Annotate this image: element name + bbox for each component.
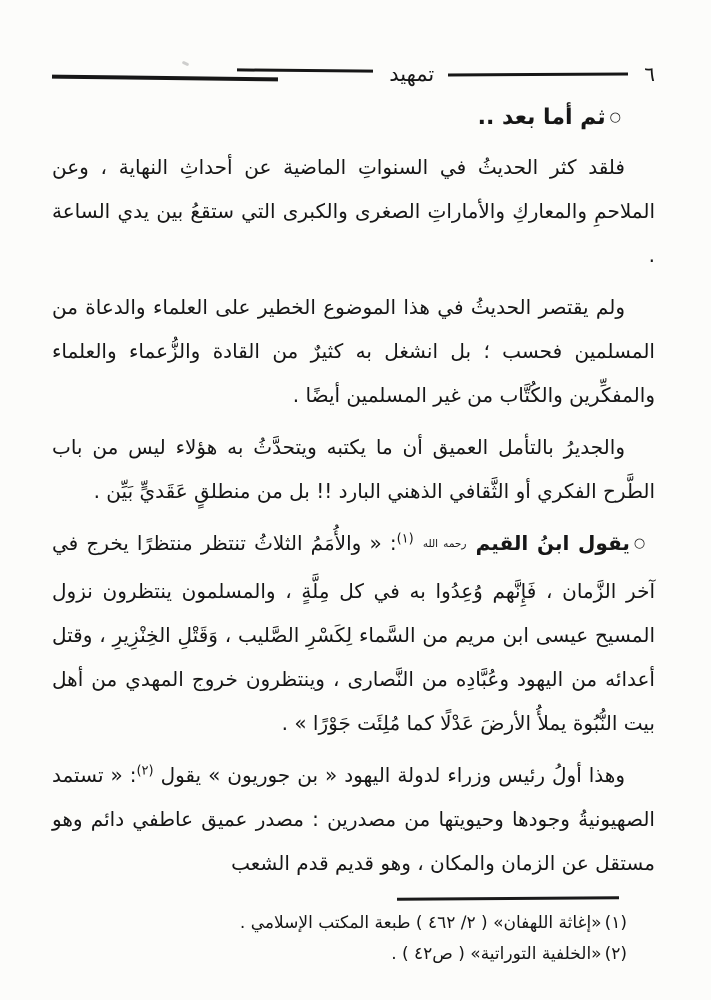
page-header [52, 58, 655, 90]
quote-text: : « والأُمَمُ الثلاثُ تنتظر منتظرًا يخرج في آخر الزَّمان ، فَإِنَّهم وُعِدُوا به في كل مِلَّةٍ ، والمسلمون ينتظرون نزول المسيح عيسى ابن مريم من السَّماء لِكَسْرِ الصَّليب ، وَقَتْلِ الخِنْزِيرِ ، وقتل أعدائه من اليهود وعُبَّادِه من النَّصارى ، وينتظرون خروج المهدي من أهل بيت النُّبُوة يملأُ الأرضَ عَدْلًا كما مُلِئَت جَوْرًا » . [52, 531, 655, 735]
header-rule-left-stroke-upper [237, 68, 373, 72]
footnote-ref-2: (٢) [136, 763, 154, 779]
section-heading-text: ثم أما بعد .. [477, 105, 606, 130]
header-rule-right [448, 72, 628, 76]
ibn-alqayyim-quote-paragraph [52, 521, 655, 745]
paragraph-not-limited-to-muslims: ولم يقتصر الحديثُ في هذا الموضوع الخطير على العلماء والدعاة من المسلمين فحسب ؛ بل انشغل به كثيرٌ من القادة والزُّعماء والعلماء والمفكِّرين والكُتَّاب من غير المسلمين أيضًا . [52, 295, 655, 407]
paragraph-doctrinal-motive: والجديرُ بالتأمل العميق أن ما يكتبه ويتحدَّثُ به هؤلاء ليس من باب الطَّرح الفكري أو الثَّقافي الذهني البارد !! بل من منطلقٍ عَقَديٍّ بَيِّن . [52, 435, 655, 503]
circle-bullet-icon: ○ [633, 536, 647, 551]
circle-bullet-icon: ○ [609, 110, 621, 125]
header-rule-left-stroke-lower [52, 75, 278, 81]
footnote-2 [52, 940, 627, 969]
ben-gurion-quote-text: : « تستمد الصهيونيةُ وجودها وحيويتها من مصدرين : مصدر عميق عاطفي دائم وهو مستقل عن الزمان والمكان ، وهو قديم قدم الشعب [52, 763, 655, 875]
header-rule-left [52, 66, 375, 82]
page-number: ٦ [644, 62, 655, 86]
footnote-2-text: «الخلفية التوراتية» ( ص٤٢ ) . [391, 943, 602, 964]
footnote-1 [52, 909, 627, 938]
section-heading [52, 102, 621, 137]
footnote-1-text: «إغاثة اللهفان» ( ٢/ ٤٦٢ ) طبعة المكتب الإسلامي . [239, 912, 602, 933]
running-title: تمهيد [389, 62, 435, 86]
footnote-2-number: (٢) [604, 943, 627, 964]
quote-speaker: يقول ابنُ القيم [475, 531, 630, 555]
ben-gurion-lead: وهذا أولُ رئيس وزراء لدولة اليهود « بن جوريون » يقول [160, 763, 625, 787]
footnotes-section [52, 897, 655, 969]
footnote-1-number: (١) [604, 912, 627, 933]
paragraph-events-of-the-end: فلقد كثر الحديثُ في السنواتِ الماضية عن أحداثِ النهاية ، وعن الملاحمِ والمعاركِ والأماراتِ الصغرى والكبرى التي ستقعُ بين يدي الساعة . [52, 155, 655, 267]
ben-gurion-paragraph [52, 753, 655, 885]
footnote-divider [397, 896, 619, 900]
honorific-rahimahullah: رحمه الله [422, 538, 467, 550]
footnote-ref-1: (١) [396, 531, 414, 547]
